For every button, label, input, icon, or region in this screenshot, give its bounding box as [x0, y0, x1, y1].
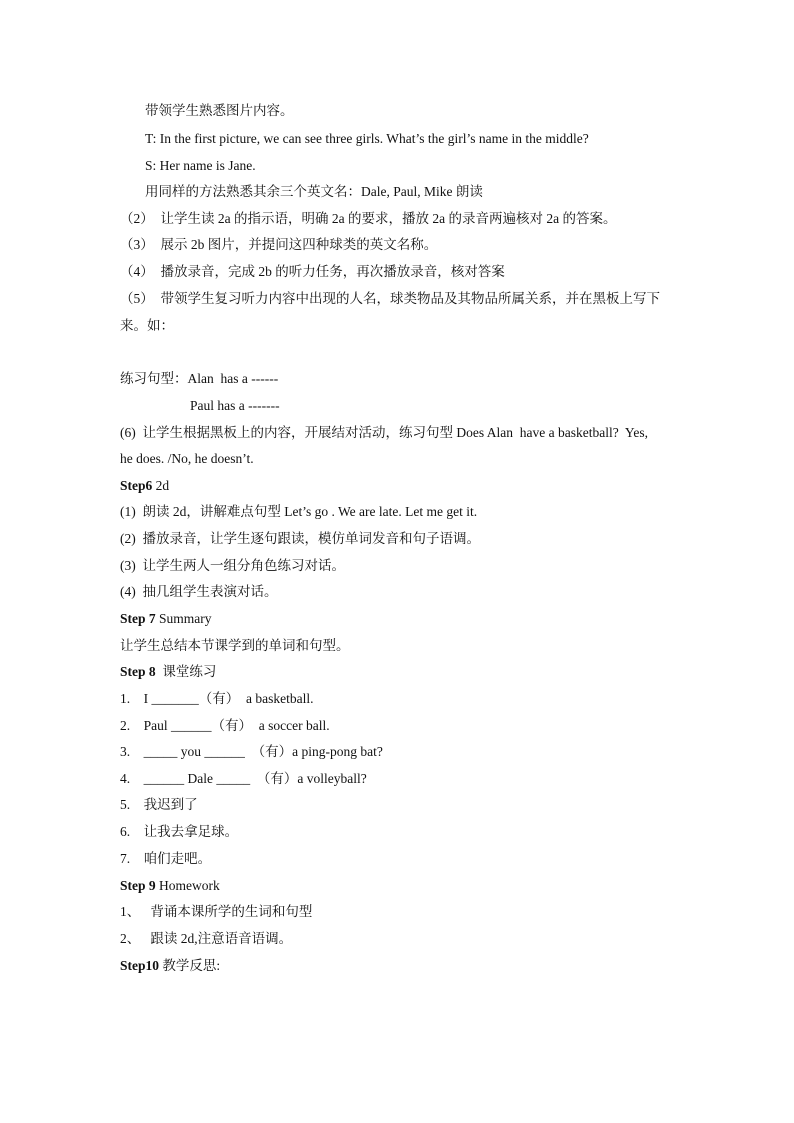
exercise-item: 3. _____ you ______ （有）a ping-pong bat?: [120, 744, 383, 759]
step-label: Step6: [120, 478, 153, 493]
section-heading: [120, 879, 220, 893]
text-line: 用同样的方法熟悉其余三个英文名：Dale, Paul, Mike 朗读: [145, 184, 483, 199]
exercise-item: 1. I _______（有） a basketball.: [120, 691, 314, 706]
section-heading: [120, 479, 169, 493]
step-label: Step10: [120, 958, 160, 973]
list-item: (2) 播放录音，让学生逐句跟读，模仿单词发音和句子语调。: [120, 531, 480, 546]
list-item: (4) 抽几组学生表演对话。: [120, 584, 278, 599]
exercise-item: 4. ______ Dale _____ （有）a volleyball?: [120, 771, 367, 786]
list-item: （3） 展示 2b 图片，并提问这四种球类的英文名称。: [120, 237, 438, 252]
text-line: 带领学生熟悉图片内容。: [145, 103, 294, 118]
list-item: (3) 让学生两人一组分角色练习对话。: [120, 558, 345, 573]
step-title: 教学反思:: [159, 958, 221, 973]
step-title: Homework: [155, 878, 220, 893]
section-heading: [120, 612, 212, 626]
step-label: Step 7: [120, 611, 156, 626]
step-title: 2d: [152, 478, 170, 493]
exercise-item: 2. Paul ______（有） a soccer ball.: [120, 718, 330, 733]
exercise-item: 6. 让我去拿足球。: [120, 824, 239, 839]
text-line: 让学生总结本节课学到的单词和句型。: [120, 638, 350, 653]
list-item: （5） 带领学生复习听力内容中出现的人名，球类物品及其物品所属关系，并在黑板上写下: [120, 291, 660, 306]
text-line: S: Her name is Jane.: [145, 158, 256, 173]
exercise-item: 7. 咱们走吧。: [120, 851, 212, 866]
text-line: Paul has a -------: [190, 398, 280, 413]
step-label: Step 8: [120, 664, 156, 679]
list-item: （2） 让学生读 2a 的指示语，明确 2a 的要求，播放 2a 的录音两遍核对 2a 的答案。: [120, 211, 617, 226]
list-item: （4） 播放录音，完成 2b 的听力任务，再次播放录音，核对答案: [120, 264, 505, 279]
exercise-item: 5. 我迟到了: [120, 797, 198, 812]
step-title: 课堂练习: [155, 664, 217, 679]
section-heading: [120, 959, 220, 973]
text-line: 来。如：: [120, 318, 174, 333]
text-line: 练习句型：Alan has a ------: [120, 371, 279, 386]
step-title: Summary: [155, 611, 212, 626]
list-item: 2、 跟读 2d,注意语音语调。: [120, 931, 293, 946]
text-line: T: In the first picture, we can see three girls. What’s the girl’s name in the middle?: [145, 131, 589, 146]
list-item: 1、 背诵本课所学的生词和句型: [120, 904, 313, 919]
list-item: (1) 朗读 2d，讲解难点句型 Let’s go . We are late. Let me get it.: [120, 504, 478, 519]
list-item: (6) 让学生根据黑板上的内容，开展结对活动，练习句型 Does Alan have a basketball? Yes,: [120, 425, 648, 440]
section-heading: [120, 665, 216, 679]
text-line: he does. /No, he doesn’t.: [120, 451, 254, 466]
step-label: Step 9: [120, 878, 156, 893]
